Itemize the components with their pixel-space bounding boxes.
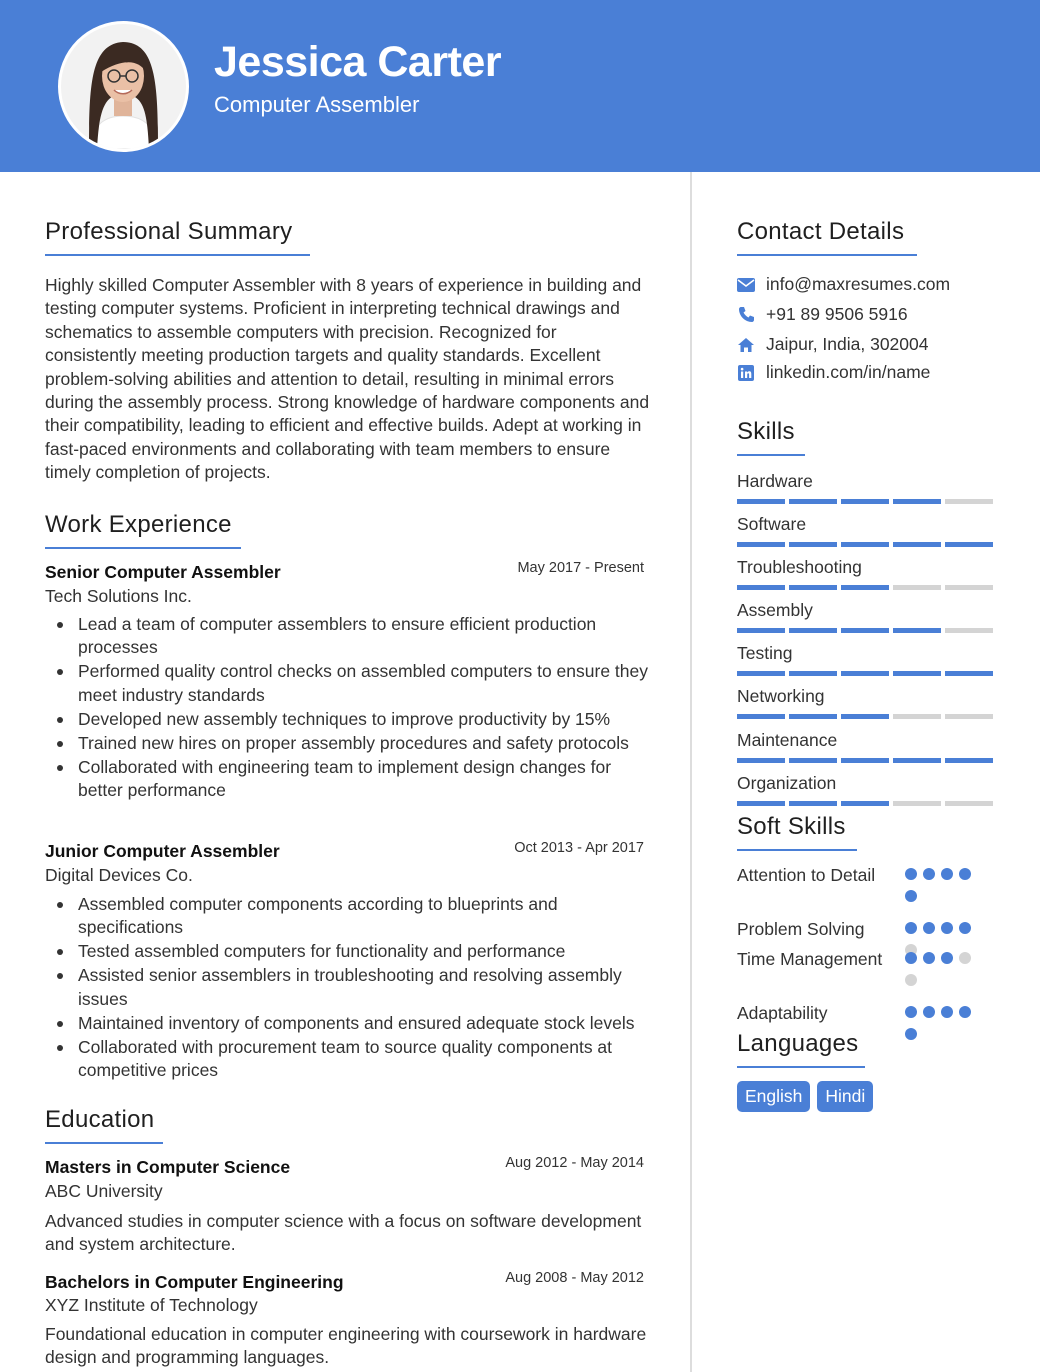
job-bullet: Performed quality control checks on assembled computers to ensure they meet industry standards bbox=[45, 660, 650, 707]
skill-level-segment bbox=[737, 585, 785, 590]
job-title: Senior Computer Assembler bbox=[45, 562, 281, 582]
contact-email-text: info@maxresumes.com bbox=[766, 274, 951, 294]
rating-dot bbox=[959, 1006, 971, 1018]
skill-level-bar bbox=[737, 585, 993, 590]
skill-label: Hardware bbox=[737, 471, 813, 491]
rating-dot bbox=[905, 922, 917, 934]
skill-level-segment bbox=[945, 499, 993, 504]
job-bullet: Collaborated with procurement team to source quality components at competitive prices bbox=[45, 1036, 650, 1083]
skill-level-segment bbox=[841, 585, 889, 590]
skill-level-bar bbox=[737, 714, 993, 719]
skill-level-bar bbox=[737, 628, 993, 633]
skill-label: Troubleshooting bbox=[737, 557, 862, 577]
contact-linkedin-text: linkedin.com/in/name bbox=[766, 362, 931, 382]
job-company: Digital Devices Co. bbox=[45, 865, 193, 885]
skill-level-segment bbox=[737, 499, 785, 504]
job-bullet: Lead a team of computer assemblers to ensure efficient production processes bbox=[45, 613, 650, 660]
rating-dot bbox=[905, 1006, 917, 1018]
soft-skill-rating bbox=[905, 922, 977, 956]
skill-level-segment bbox=[893, 801, 941, 806]
section-title-languages: Languages bbox=[737, 1030, 865, 1068]
skill-label: Software bbox=[737, 514, 807, 534]
edu-degree: Masters in Computer Science bbox=[45, 1157, 291, 1177]
skill-level-segment bbox=[945, 585, 993, 590]
skill-level-segment bbox=[737, 542, 785, 547]
skill-level-segment bbox=[893, 714, 941, 719]
contact-address-text: Jaipur, India, 302004 bbox=[766, 334, 929, 354]
skill-level-segment bbox=[893, 671, 941, 676]
soft-skill-rating bbox=[905, 1006, 977, 1040]
soft-skill-label: Problem Solving bbox=[737, 919, 865, 939]
rating-dot bbox=[923, 952, 935, 964]
edu-school: ABC University bbox=[45, 1181, 163, 1201]
soft-skill-label: Adaptability bbox=[737, 1003, 828, 1023]
job-bullet: Developed new assembly techniques to improve productivity by 15% bbox=[45, 708, 650, 731]
skill-level-segment bbox=[841, 542, 889, 547]
skill-level-segment bbox=[789, 801, 837, 806]
section-title-education: Education bbox=[45, 1106, 163, 1144]
skill-level-segment bbox=[893, 542, 941, 547]
rating-dot bbox=[941, 1006, 953, 1018]
section-title-soft-skills: Soft Skills bbox=[737, 813, 857, 851]
contact-address bbox=[737, 334, 929, 355]
skill-level-segment bbox=[737, 801, 785, 806]
edu-degree: Bachelors in Computer Engineering bbox=[45, 1272, 344, 1292]
job-bullet: Collaborated with engineering team to implement design changes for better performance bbox=[45, 756, 650, 803]
skill-level-segment bbox=[841, 714, 889, 719]
edu-date: Aug 2012 - May 2014 bbox=[505, 1155, 644, 1171]
column-divider bbox=[690, 172, 692, 1372]
job-bullet: Assisted senior assemblers in troubleshooting and resolving assembly issues bbox=[45, 964, 650, 1011]
skill-level-segment bbox=[893, 499, 941, 504]
skill-label: Networking bbox=[737, 686, 825, 706]
skill-level-bar bbox=[737, 801, 993, 806]
soft-skill-label: Attention to Detail bbox=[737, 865, 876, 885]
skill-level-bar bbox=[737, 671, 993, 676]
rating-dot bbox=[905, 974, 917, 986]
job-date: Oct 2013 - Apr 2017 bbox=[514, 840, 644, 856]
skill-level-segment bbox=[945, 542, 993, 547]
language-pill: Hindi bbox=[817, 1081, 873, 1112]
skill-level-segment bbox=[893, 758, 941, 763]
rating-dot bbox=[905, 868, 917, 880]
skill-level-segment bbox=[841, 628, 889, 633]
skill-level-segment bbox=[737, 671, 785, 676]
edu-date: Aug 2008 - May 2012 bbox=[505, 1270, 644, 1286]
skill-level-segment bbox=[841, 801, 889, 806]
rating-dot bbox=[959, 868, 971, 880]
skill-level-segment bbox=[893, 628, 941, 633]
skill-label: Testing bbox=[737, 643, 793, 663]
rating-dot bbox=[923, 922, 935, 934]
rating-dot bbox=[941, 922, 953, 934]
candidate-role: Computer Assembler bbox=[214, 92, 420, 117]
edu-school: XYZ Institute of Technology bbox=[45, 1295, 258, 1315]
skill-level-segment bbox=[945, 628, 993, 633]
phone-icon bbox=[737, 306, 755, 324]
job-bullet: Trained new hires on proper assembly procedures and safety protocols bbox=[45, 732, 650, 755]
rating-dot bbox=[905, 952, 917, 964]
skill-level-segment bbox=[945, 671, 993, 676]
skill-level-segment bbox=[841, 671, 889, 676]
job-company: Tech Solutions Inc. bbox=[45, 586, 192, 606]
soft-skill-rating bbox=[905, 952, 977, 986]
skill-level-bar bbox=[737, 758, 993, 763]
skill-level-segment bbox=[789, 671, 837, 676]
job-bullets bbox=[45, 893, 650, 1083]
contact-phone-text: +91 89 9506 5916 bbox=[766, 304, 908, 324]
section-title-experience: Work Experience bbox=[45, 511, 241, 549]
job-bullet: Tested assembled computers for functionality and performance bbox=[45, 940, 650, 963]
skill-level-segment bbox=[945, 714, 993, 719]
home-icon bbox=[737, 336, 755, 354]
job-bullet: Maintained inventory of components and ensured adequate stock levels bbox=[45, 1012, 650, 1035]
job-bullet: Assembled computer components according to blueprints and specifications bbox=[45, 893, 650, 940]
contact-phone[interactable] bbox=[737, 304, 908, 325]
skill-level-segment bbox=[893, 585, 941, 590]
linkedin-icon bbox=[737, 364, 755, 382]
summary-text: Highly skilled Computer Assembler with 8 years of experience in building and testing computer systems. Proficient in interpreting technical drawings and schematics to assemble computers with precision. Recognized for consistently meeting production targets and quality standards. Excellent problem-solving abilities and attention to detail, resulting in minimal errors during the assembly process. Strong knowledge of hardware components and their compatibility, leading to efficient and effective builds. Adept at working in fast-paced environments and collaborating with team members to ensure timely completion of projects. bbox=[45, 275, 650, 483]
edu-description: Foundational education in computer engineering with coursework in hardware design and programming languages. bbox=[45, 1324, 647, 1368]
section-title-skills: Skills bbox=[737, 418, 805, 456]
contact-email[interactable] bbox=[737, 274, 950, 295]
skill-level-segment bbox=[789, 714, 837, 719]
rating-dot bbox=[959, 952, 971, 964]
section-title-contact: Contact Details bbox=[737, 218, 917, 256]
languages-list bbox=[737, 1081, 873, 1112]
rating-dot bbox=[923, 868, 935, 880]
skill-level-segment bbox=[841, 758, 889, 763]
profile-photo bbox=[58, 21, 189, 152]
skill-label: Organization bbox=[737, 773, 837, 793]
rating-dot bbox=[941, 868, 953, 880]
skill-level-segment bbox=[841, 499, 889, 504]
rating-dot bbox=[941, 952, 953, 964]
skill-level-segment bbox=[737, 628, 785, 633]
rating-dot bbox=[923, 1006, 935, 1018]
skill-level-segment bbox=[789, 628, 837, 633]
job-date: May 2017 - Present bbox=[517, 560, 644, 576]
skill-level-segment bbox=[789, 585, 837, 590]
rating-dot bbox=[959, 922, 971, 934]
skill-level-segment bbox=[789, 542, 837, 547]
skill-level-segment bbox=[737, 758, 785, 763]
soft-skill-label: Time Management bbox=[737, 949, 883, 969]
skill-level-bar bbox=[737, 542, 993, 547]
header-banner bbox=[0, 0, 1040, 172]
skill-label: Assembly bbox=[737, 600, 813, 620]
edu-description: Advanced studies in computer science with a focus on software development and system architecture. bbox=[45, 1211, 642, 1255]
skill-level-segment bbox=[945, 758, 993, 763]
job-bullets bbox=[45, 613, 650, 803]
skill-level-segment bbox=[737, 714, 785, 719]
rating-dot bbox=[905, 890, 917, 902]
skill-level-bar bbox=[737, 499, 993, 504]
rating-dot bbox=[905, 1028, 917, 1040]
skill-label: Maintenance bbox=[737, 730, 838, 750]
job-title: Junior Computer Assembler bbox=[45, 841, 280, 861]
candidate-name: Jessica Carter bbox=[214, 38, 502, 86]
section-title-summary: Professional Summary bbox=[45, 218, 310, 256]
profile-photo-illustration bbox=[61, 24, 186, 149]
soft-skill-rating bbox=[905, 868, 977, 902]
skill-level-segment bbox=[789, 758, 837, 763]
envelope-icon bbox=[737, 276, 755, 294]
contact-linkedin[interactable] bbox=[737, 362, 930, 383]
language-pill: English bbox=[737, 1081, 810, 1112]
skill-level-segment bbox=[945, 801, 993, 806]
skill-level-segment bbox=[789, 499, 837, 504]
